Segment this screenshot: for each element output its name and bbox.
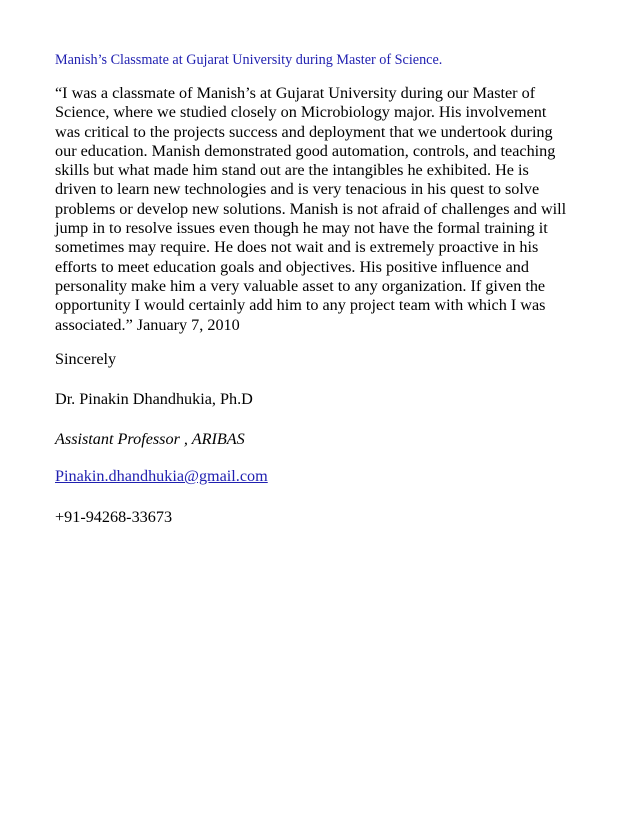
quote-line: personality make him a very valuable asset to any organization. If given the [55, 276, 546, 295]
signer-name: Dr. Pinakin Dhandhukia, Ph.D [55, 390, 253, 408]
quote-line: skills but what made him stand out are the intangibles he exhibited. He is [55, 161, 529, 180]
quote-line: opportunity I would certainly add him to any project team with which I was [55, 296, 546, 315]
quote-line: associated.” January 7, 2010 [55, 315, 240, 334]
quote-line: driven to learn new technologies and is very tenacious in his quest to solve [55, 180, 540, 199]
quote-line: jump in to resolve issues even though he may not have the formal training it [55, 219, 548, 238]
letter-heading: Manish’s Classmate at Gujarat University during Master of Science. [55, 52, 443, 68]
closing: Sincerely [55, 350, 117, 368]
testimonial-quote [55, 84, 585, 335]
quote-line: Science, where we studied closely on Microbiology major. His involvement [55, 103, 547, 122]
email-link[interactable]: Pinakin.dhandhukia@gmail.com [55, 467, 268, 485]
quote-line: sometimes may require. He does not wait and is extremely proactive in his [55, 238, 539, 257]
quote-line: was critical to the projects success and deployment that we undertook during [55, 122, 553, 141]
quote-line: our education. Manish demonstrated good automation, controls, and teaching [55, 141, 556, 160]
quote-line: efforts to meet education goals and objectives. His positive influence and [55, 257, 529, 276]
quote-line: “I was a classmate of Manish’s at Gujarat University during our Master of [55, 84, 536, 102]
quote-line: problems or develop new solutions. Manish is not afraid of challenges and will [55, 199, 567, 218]
phone-number: +91-94268-33673 [55, 508, 173, 526]
signer-title: Assistant Professor , ARIBAS [55, 430, 245, 448]
